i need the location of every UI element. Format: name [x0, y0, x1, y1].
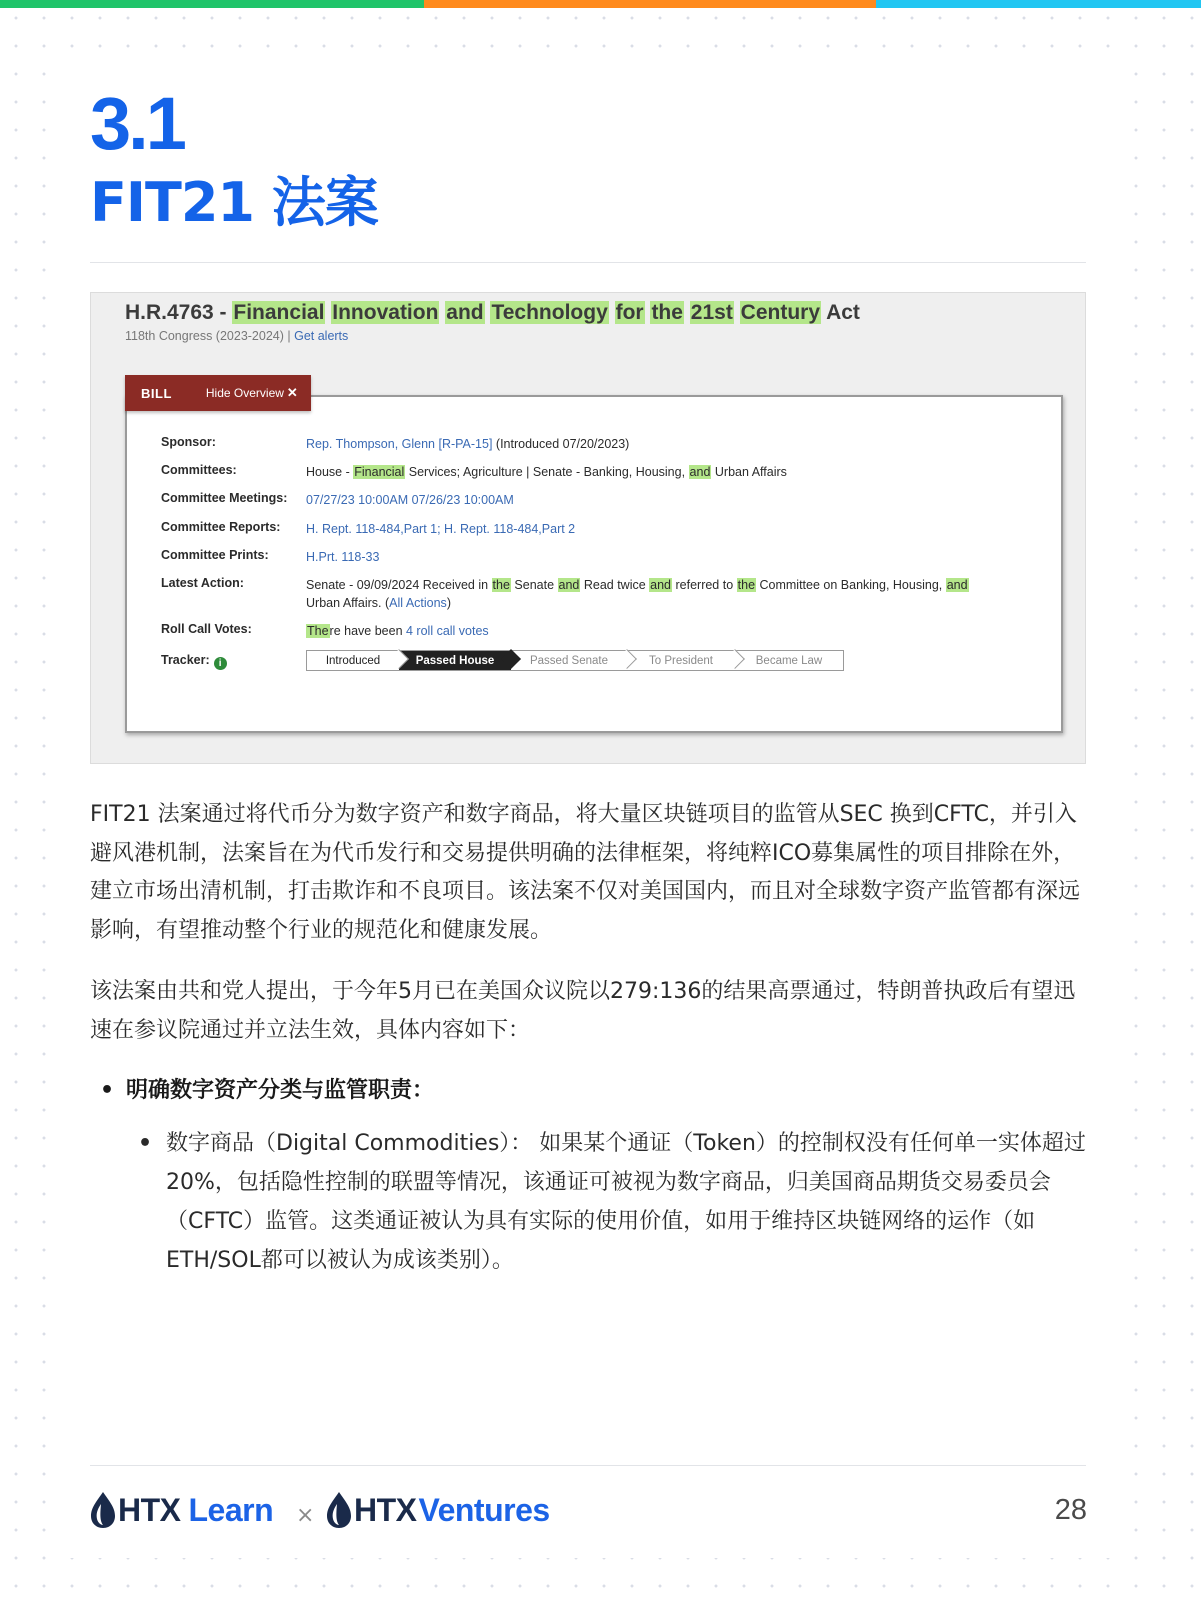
bullet-dot: •	[100, 1078, 115, 1103]
top-color-bar	[0, 0, 1201, 8]
get-alerts-link[interactable]: Get alerts	[294, 329, 349, 343]
tracker-step-passed-house: Passed House	[399, 651, 511, 670]
sub-bullet-text: 数字商品（Digital Commodities）： 如果某个通证（Token）的控制权没有任何单一实体超过20%，包括隐性控制的联盟等情况，该通证可被视为数字商品，归美国商品期货交易委员会（CFTC）监管。这类通证被认为具有实际的使用价值，如用于维持区块链网络的运作（如ETH/SOL都可以被认为成该类别）。	[166, 1131, 1086, 1273]
bill-tracker	[306, 650, 844, 671]
roll-call-link[interactable]: 4 roll call votes	[406, 624, 489, 638]
tracker-step-introduced: Introduced	[307, 651, 399, 670]
brand-htx-learn: HTX Learn	[88, 1490, 273, 1530]
paragraph-1: FIT21 法案通过将代币分为数字资产和数字商品，将大量区块链项目的监管从SEC 换到CFTC，并引入避风港机制，法案旨在为代币发行和交易提供明确的法律框架，将纯粹ICO募集属性的项目排除在外，建立市场出清机制，打击欺诈和不良项目。该法案不仅对美国国内，而且对全球数字资产监管都有深远影响，有望推动整个行业的规范化和健康发展。	[90, 802, 1081, 943]
bullet-heading: • 明确数字资产分类与监管职责：	[100, 1072, 434, 1110]
prints-link[interactable]: H.Prt. 118-33	[306, 550, 380, 564]
section-title: FIT21 法案	[90, 171, 378, 234]
bill-title: H.R.4763 - Financial Innovation and Technology for the 21st Century Act	[125, 301, 860, 324]
paragraph-2: 该法案由共和党人提出，于今年5月已在美国众议院以279:136的结果高票通过，特朗普执政后有望迅速在参议院通过并立法生效，具体内容如下：	[90, 979, 1076, 1043]
page-number: 28	[1054, 1494, 1087, 1526]
brand-htx-ventures: HTX Ventures	[324, 1490, 550, 1530]
close-icon[interactable]: ✕	[286, 385, 298, 400]
header-divider	[90, 262, 1086, 263]
overview-panel: Sponsor: Rep. Thompson, Glenn [R-PA-15] (Introduced 07/20/2023) Committees: House - Financial Services; Agriculture | Senate - Banking, Housing, and Urban Affairs Committee Meetings: 07/27/23 10:00AM 07/26/23 10:00AM Committee Reports: H. Rept. 118-484,Part 1; H. Rept. 118-484,Part 2 Committee Prints: H.Prt. 118-33 Latest Action: Senate - 09/09/2024 Received in the Senate and Read twice and referred to the Committee on Banking, Housing, and Urban Affairs. (All Actions) Roll Call Votes: There have been 4 roll call votes Tracker: i Introduced Passed House Passed Senate To President Became Law	[125, 395, 1063, 733]
congress-line: 118th Congress (2023-2024) | Get alerts	[125, 329, 349, 343]
footer-divider	[90, 1465, 1086, 1466]
top-bar-green	[0, 0, 424, 8]
hide-overview-button[interactable]: Hide Overview	[205, 386, 284, 400]
top-bar-orange	[424, 0, 876, 8]
sponsor-link[interactable]: Rep. Thompson, Glenn [R-PA-15]	[306, 437, 493, 451]
bullet-dot: •	[138, 1131, 153, 1156]
htx-drop-logo-icon	[88, 1490, 118, 1530]
bill-tab-label: BILL	[141, 385, 172, 401]
bill-screenshot	[90, 292, 1086, 764]
bill-tab	[125, 375, 311, 411]
reports-link[interactable]: H. Rept. 118-484,Part 1; H. Rept. 118-484,Part 2	[306, 522, 576, 536]
tracker-step-to-president: To President	[627, 651, 735, 670]
tracker-step-became-law: Became Law	[755, 654, 823, 667]
top-bar-cyan	[876, 0, 1201, 8]
meetings-link[interactable]: 07/27/23 10:00AM 07/26/23 10:00AM	[306, 493, 514, 507]
all-actions-link[interactable]: All Actions	[389, 596, 447, 610]
htx-drop-logo-icon	[324, 1490, 354, 1530]
info-icon[interactable]: i	[214, 657, 227, 670]
tracker-step-passed-senate: Passed Senate	[511, 651, 627, 670]
section-number: 3.1	[90, 82, 184, 165]
times-separator: ×	[296, 1503, 315, 1528]
